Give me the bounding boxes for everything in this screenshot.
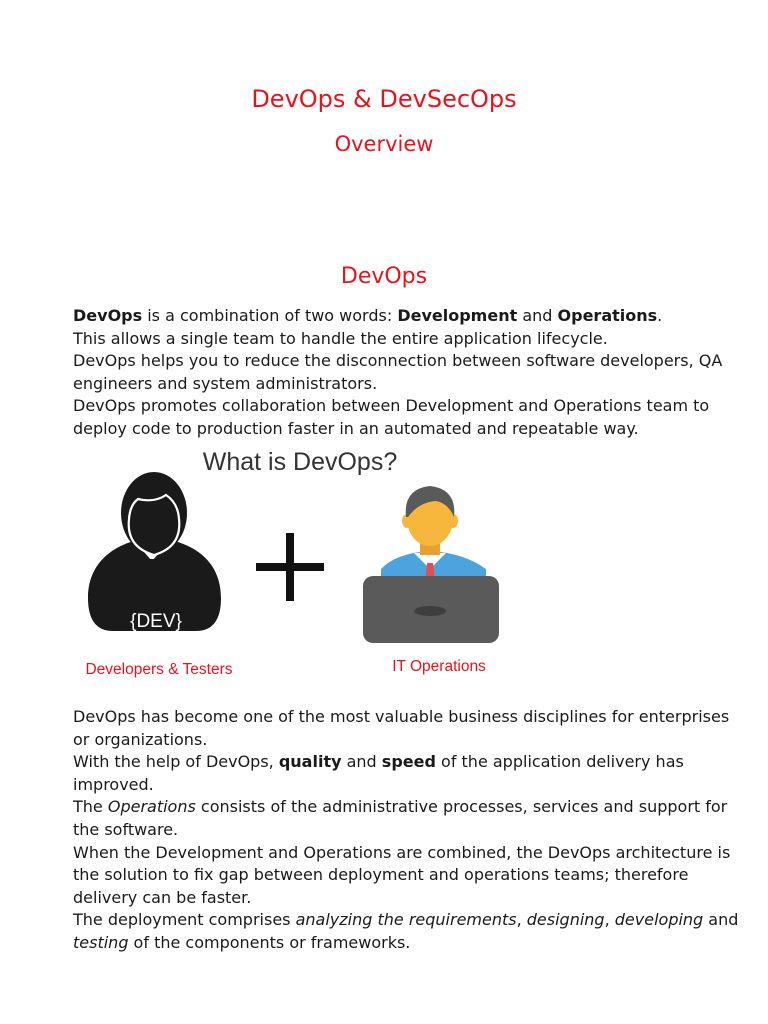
document-subtitle: Overview [334, 132, 434, 156]
paragraph-line [73, 751, 713, 774]
text-run: of the components or frameworks. [128, 932, 411, 952]
paragraph-line [73, 887, 713, 910]
text-run: DevOps has become one of the most valuable business disciplines for enterprises [73, 707, 730, 726]
text-run: The [73, 797, 108, 817]
text-run: consists of the administrative processes, services and support for [195, 797, 728, 817]
text-run: deploy code to production faster in an automated and repeatable way. [73, 418, 639, 438]
bold-text: speed [381, 752, 436, 772]
text-run: of the application delivery has [435, 752, 684, 772]
bold-text: DevOps [73, 306, 143, 325]
figure-title: What is DevOps? [202, 448, 398, 476]
paragraph-line [73, 418, 713, 441]
text-run: This allows a single team to handle the entire application lifecycle. [73, 328, 608, 348]
intro-paragraph [73, 305, 723, 441]
section-heading: DevOps [340, 264, 428, 289]
italic-text: designing [526, 910, 605, 930]
paragraph-line [73, 350, 723, 373]
text-run: engineers and system administrators. [73, 373, 378, 393]
body-paragraph [73, 706, 739, 955]
text-run: , [604, 910, 615, 930]
text-run: and [703, 910, 739, 930]
text-run: The deployment comprises [73, 910, 296, 930]
operator-laptop-icon [363, 486, 499, 643]
text-run: With the help of DevOps, [73, 752, 279, 772]
paragraph-line [73, 774, 713, 797]
paragraph-line [73, 864, 713, 887]
paragraph-line [73, 305, 713, 328]
dev-badge-label: {DEV} [130, 611, 182, 632]
text-run: and [341, 752, 382, 772]
italic-text: testing [73, 932, 129, 952]
text-run: When the Development and Operations are combined, the DevOps architecture is [73, 842, 731, 862]
paragraph-line [73, 909, 739, 932]
italic-text: Operations [107, 797, 196, 817]
document-title: DevOps & DevSecOps [251, 85, 517, 113]
paragraph-line [73, 706, 730, 729]
text-run: DevOps promotes collaboration between Development and Operations team to [73, 396, 710, 416]
developer-silhouette-icon [88, 472, 221, 632]
what-is-devops-figure [76, 443, 516, 683]
bold-text: Development [397, 306, 518, 325]
bold-text: quality [278, 752, 342, 772]
paragraph-line [73, 842, 731, 865]
developers-testers-caption: Developers & Testers [85, 661, 233, 678]
italic-text: developing [614, 910, 704, 930]
text-run: or organizations. [73, 729, 208, 749]
it-operations-caption: IT Operations [392, 658, 486, 675]
text-run: . [657, 306, 663, 325]
bold-text: Operations [557, 306, 658, 325]
text-run: DevOps helps you to reduce the disconnection between software developers, QA [73, 351, 723, 371]
paragraph-line [73, 729, 713, 752]
paragraph-line [73, 932, 713, 955]
text-run: is a combination of two words: [142, 306, 398, 325]
paragraph-line [73, 328, 713, 351]
text-run: delivery can be faster. [73, 887, 252, 907]
text-run: improved. [73, 774, 154, 794]
text-run: and [517, 306, 558, 325]
text-run: the solution to fix gap between deployment and operations teams; therefore [73, 865, 689, 885]
italic-text: analyzing the requirements [295, 910, 517, 930]
paragraph-line [73, 796, 728, 819]
text-run: , [516, 910, 527, 930]
paragraph-line [73, 395, 713, 418]
paragraph-line [73, 819, 713, 842]
text-run: the software. [73, 819, 179, 839]
plus-icon [256, 533, 324, 601]
paragraph-line [73, 373, 713, 396]
